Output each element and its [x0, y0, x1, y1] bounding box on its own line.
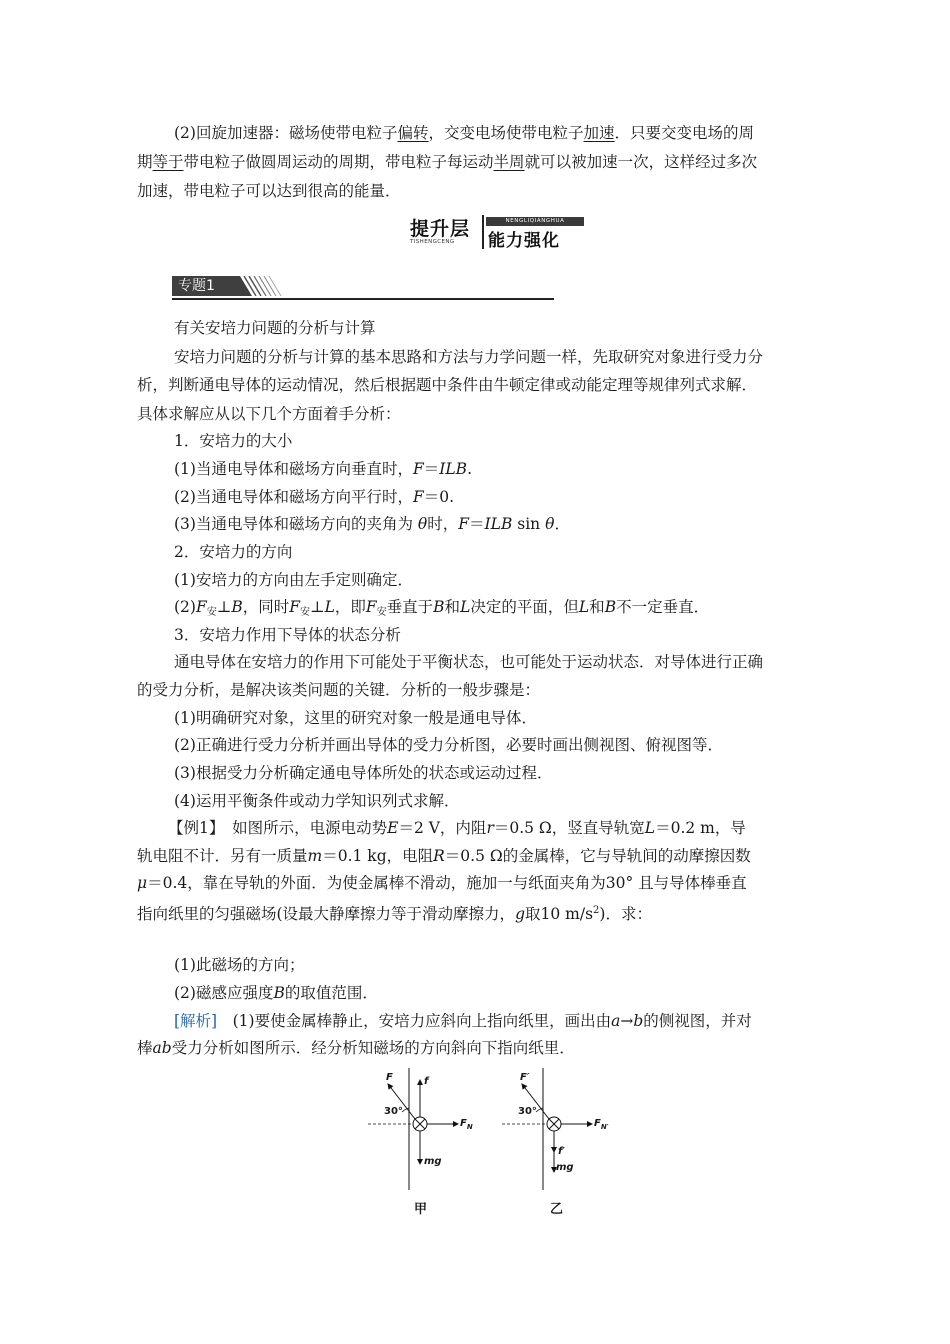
step-item: (1)明确研究对象，这里的研究对象一般是通电导体．: [174, 709, 537, 727]
section-subtitle-cn: 能力强化: [488, 231, 560, 251]
solution-tag: [解析]: [174, 1012, 218, 1030]
body-paragraph-line: 通电导体在安培力的作用下可能处于平衡状态，也可能处于运动状态．对导体进行正确: [174, 653, 764, 671]
topic-tab: 专题1: [172, 276, 230, 296]
question-1: (1)此磁场的方向；: [174, 956, 305, 974]
topic-label: [172, 276, 554, 300]
example-line-3: μ＝0.4，靠在导轨的外面．为使金属棒不滑动，施加一与纸面夹角为30° 且与导体棒垂直: [137, 874, 747, 892]
intro-line-3: 加速，带电粒子可以达到很高的能量．: [137, 182, 401, 200]
heading-1: 1．安培力的大小: [174, 432, 293, 450]
heading-3: 3．安培力作用下导体的状态分析: [174, 626, 401, 644]
example-line-4: 指向纸里的匀强磁场(设最大静摩擦力等于滑动摩擦力，g取10 $m/s^2$)．求：: [137, 905, 652, 923]
step-item: (2)正确进行受力分析并画出导体的受力分析图，必要时画出侧视图、俯视图等．: [174, 736, 723, 754]
label-mg: mg: [424, 1156, 442, 1167]
diagram-right: [502, 1068, 592, 1190]
label-F: F: [386, 1072, 393, 1083]
topic-title: 有关安培力问题的分析与计算: [174, 319, 376, 337]
section-header: [408, 215, 584, 249]
list-item: $(2)F_安\perp B$，同时$F_安\perp L$，即$F_安$垂直于B和L决定的平面，但L和B不一定垂直．: [174, 598, 710, 618]
section-title-pinyin: TISHENGCENG: [410, 239, 455, 245]
body-paragraph-line: 安培力问题的分析与计算的基本思路和方法与力学问题一样，先取研究对象进行受力分: [174, 348, 764, 366]
list-item: (1)当通电导体和磁场方向垂直时，F＝ILB.: [174, 460, 472, 478]
body-paragraph-line: 具体求解应从以下几个方面着手分析：: [137, 405, 401, 423]
section-title-cn: 提升层: [410, 218, 471, 240]
body-paragraph-line: 析，判断通电导体的运动情况，然后根据题中条件由牛顿定律或动能定理等规律列式求解．: [137, 376, 758, 394]
figure-caption-left: 甲: [414, 1202, 428, 1217]
diagram-left: [368, 1068, 458, 1190]
label-FN-prime: $F_{N'}$: [594, 1118, 609, 1131]
force-diagram-figure: [360, 1068, 650, 1218]
topic-rule: [172, 298, 554, 300]
example-line-2: 轨电阻不计．另有一质量m＝0.1 kg，电阻R＝0.5 Ω的金属棒，它与导轨间的动摩擦因数: [137, 847, 751, 865]
label-F-prime: F′: [520, 1072, 530, 1083]
heading-2: 2．安培力的方向: [174, 543, 293, 561]
figure-caption-right: 乙: [550, 1202, 564, 1217]
label-angle: 30°: [518, 1106, 537, 1117]
section-header-left: [408, 215, 480, 249]
step-item: (3)根据受力分析确定通电导体所处的状态或运动过程．: [174, 764, 553, 782]
force-diagrams: [360, 1068, 650, 1218]
example-line-1: 【例1】 如图所示，电源电动势E＝2 V，内阻r＝0.5 Ω，竖直导轨宽L＝0.2 m，导: [168, 819, 746, 837]
label-mg: mg: [556, 1162, 574, 1173]
section-subtitle-pinyin: NENGLIQIANGHUA: [486, 217, 584, 226]
topic-stripes-decoration: [230, 276, 290, 296]
question-2: (2)磁感应强度B的取值范围．: [174, 984, 378, 1002]
section-header-right: [486, 215, 584, 249]
list-item: (2)当通电导体和磁场方向平行时，F＝0.: [174, 488, 455, 506]
list-item: (3)当通电导体和磁场方向的夹角为 θ时，F＝ILB sin θ．: [174, 515, 570, 533]
body-paragraph-line: 的受力分析，是解决该类问题的关键．分析的一般步骤是：: [137, 681, 541, 699]
section-divider: [482, 215, 484, 249]
label-angle: 30°: [384, 1106, 403, 1117]
intro-line-1: (2)回旋加速器：磁场使带电粒子偏转，交变电场使带电粒子加速．只要交变电场的周: [174, 124, 755, 142]
label-f: f: [424, 1076, 429, 1087]
label-f-prime: f′: [558, 1146, 565, 1157]
step-item: (4)运用平衡条件或动力学知识列式求解．: [174, 792, 460, 810]
list-item: (1)安培力的方向由左手定则确定．: [174, 571, 413, 589]
label-FN: $F_N$: [460, 1118, 473, 1131]
intro-line-2: 期等于带电粒子做圆周运动的周期，带电粒子每运动半周就可以被加速一次，这样经过多次: [137, 153, 758, 171]
solution-line-1: [解析] (1)要使金属棒静止，安培力应斜向上指向纸里，画出由a→b的侧视图，并对: [174, 1012, 752, 1030]
solution-line-2: 棒ab受力分析如图所示．经分析知磁场的方向斜向下指向纸里．: [137, 1039, 575, 1057]
